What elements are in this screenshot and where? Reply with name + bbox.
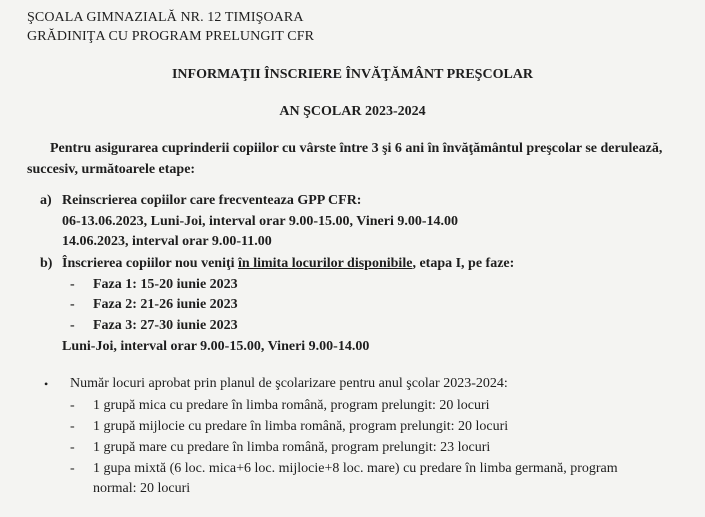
places-item-3: 1 grupă mare cu predare în limba română, program prelungit: 23 locuri xyxy=(93,440,491,455)
phase-2: Faza 2: 21-26 iunie 2023 xyxy=(93,297,238,312)
places-bullet: • xyxy=(44,377,49,391)
phase-3-dash: - xyxy=(70,318,75,333)
stage-a-title: Reinscrierea copiilor care frecventeaza GPP CFR: xyxy=(62,193,362,208)
kindergarten-name: GRĂDINIŢA CU PROGRAM PRELUNGIT CFR xyxy=(27,29,315,44)
places-item-4-dash: - xyxy=(70,461,75,476)
places-item-1: 1 grupă mica cu predare în limba română, program prelungit: 20 locuri xyxy=(93,398,490,413)
phase-1: Faza 1: 15-20 iunie 2023 xyxy=(93,277,238,292)
places-item-4: 1 gupa mixtă (6 loc. mica+6 loc. mijlocie+8 loc. mare) cu predare în limba germană, program xyxy=(93,461,618,476)
places-item-2-dash: - xyxy=(70,419,75,434)
phase-3: Faza 3: 27-30 iunie 2023 xyxy=(93,318,238,333)
stage-b-marker: b) xyxy=(40,256,53,271)
stage-b-schedule: Luni-Joi, interval orar 9.00-15.00, Vineri 9.00-14.00 xyxy=(62,339,370,354)
phase-1-dash: - xyxy=(70,277,75,292)
stage-a-schedule-1: 06-13.06.2023, Luni-Joi, interval orar 9.00-15.00, Vineri 9.00-14.00 xyxy=(62,214,458,229)
places-item-1-dash: - xyxy=(70,398,75,413)
stage-b-title xyxy=(62,256,514,272)
stage-a-marker: a) xyxy=(40,193,52,208)
stage-a-schedule-2: 14.06.2023, interval orar 9.00-11.00 xyxy=(62,234,272,249)
stage-b-title-underlined: în limita locurilor disponibile xyxy=(238,256,413,271)
document-title: INFORMAŢII ÎNSCRIERE ÎNVĂŢĂMÂNT PREŞCOLAR xyxy=(171,67,534,82)
intro-paragraph: Pentru asigurarea cuprinderii copiilor cu vârste între 3 şi 6 ani în învăţământul preşcolar se derulează, succesiv, următoarele etape: xyxy=(27,141,663,177)
places-item-2: 1 grupă mijlocie cu predare în limba română, program prelungit: 20 locuri xyxy=(93,419,509,434)
school-name: ŞCOALA GIMNAZIALĂ NR. 12 TIMIŞOARA xyxy=(27,10,304,25)
places-item-3-dash: - xyxy=(70,440,75,455)
places-title: Număr locuri aprobat prin planul de şcolarizare pentru anul şcolar 2023-2024: xyxy=(70,376,508,391)
stage-b-title-pre: Înscrierea copiilor nou veniţi xyxy=(62,256,239,271)
stage-b-title-post: , etapa I, pe faze: xyxy=(412,256,515,271)
phase-2-dash: - xyxy=(70,297,75,312)
places-item-4-continued: normal: 20 locuri xyxy=(93,481,191,496)
school-year: AN ŞCOLAR 2023-2024 xyxy=(279,104,426,119)
